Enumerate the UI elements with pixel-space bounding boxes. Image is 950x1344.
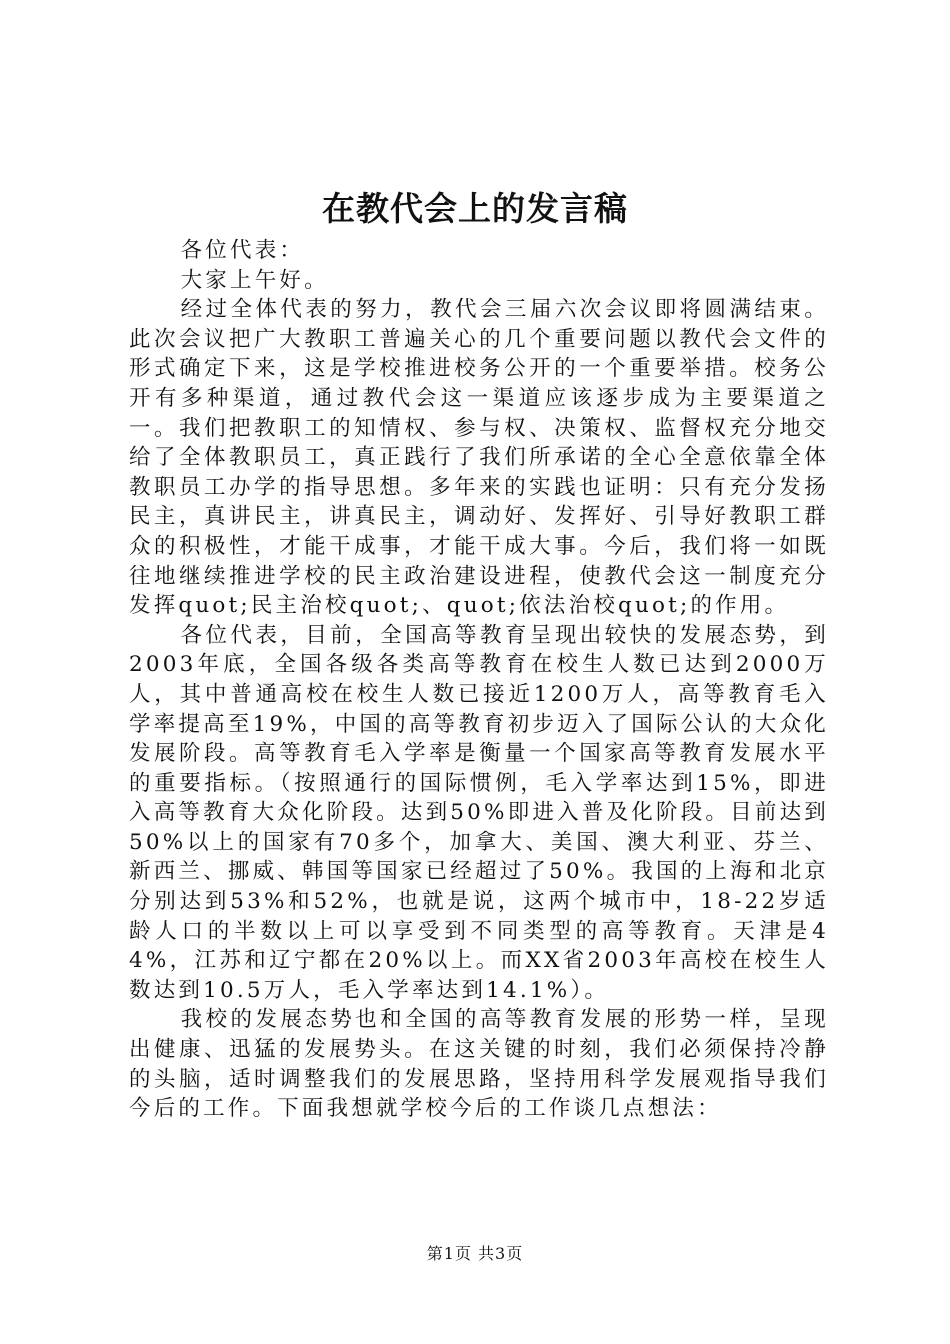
document-title: 在教代会上的发言稿 xyxy=(322,189,628,228)
document-body xyxy=(129,236,829,1124)
body-paragraph: 我校的发展态势也和全国的高等教育发展的形势一样，呈现出健康、迅猛的发展势头。在这关键的时刻，我们必须保持冷静的头脑，适时调整我们的发展思路，坚持用科学发展观指导我们今后的工作。下面我想就学校今后的工作谈几点想法： xyxy=(129,1007,829,1122)
page-number-footer: 第1页 共3页 xyxy=(426,1244,524,1263)
greeting: 大家上午好。 xyxy=(180,267,329,293)
body-paragraph: 经过全体代表的努力，教代会三届六次会议即将圆满结束。此次会议把广大教职工普遍关心的几个重要问题以教代会文件的形式确定下来，这是学校推进校务公开的一个重要举措。校务公开有多种渠道，通过教代会这一渠道应该逐步成为主要渠道之一。我们把教职工的知情权、参与权、决策权、监督权充分地交给了全体教职员工，真正践行了我们所承诺的全心全意依靠全体教职员工办学的指导思想。多年来的实践也证明：只有充分发扬民主，真讲民主，讲真民主，调动好、发挥好、引导好教职工群众的积极性，才能干成事，才能干成大事。今后，我们将一如既往地继续推进学校的民主政治建设进程，使教代会这一制度充分发挥quot;民主治校quot;、quot;依法治校quot;的作用。 xyxy=(129,297,829,619)
salutation: 各位代表： xyxy=(180,238,305,263)
body-paragraph: 各位代表，目前，全国高等教育呈现出较快的发展态势，到2003年底，全国各级各类高等教育在校生人数已达到2000万人，其中普通高校在校生人数已接近1200万人，高等教育毛入学率提高至19%，中国的高等教育初步迈入了国际公认的大众化发展阶段。高等教育毛入学率是衡量一个国家高等教育发展水平的重要指标。（按照通行的国际惯例，毛入学率达到15%，即进入高等教育大众化阶段。达到50%即进入普及化阶段。目前达到50%以上的国家有70多个，加拿大、美国、澳大利亚、芬兰、新西兰、挪威、韩国等国家已经超过了50%。我国的上海和北京分别达到53%和52%，也就是说，这两个城市中，18-22岁适龄人口的半数以上可以享受到不同类型的高等教育。天津是44%，江苏和辽宁都在20%以上。而XX省2003年高校在校生人数达到10.5万人，毛入学率达到14.1%）。 xyxy=(129,622,829,1003)
